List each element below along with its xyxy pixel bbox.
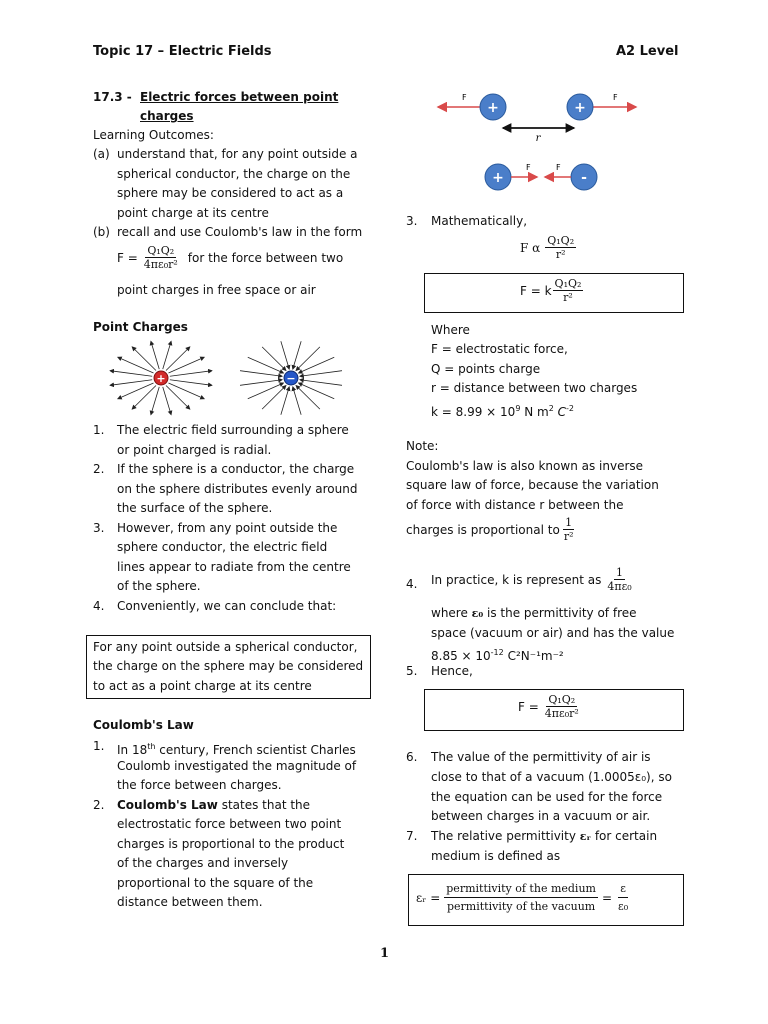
text-part: In practice, k is represent as	[431, 572, 602, 587]
text-part: for certain	[591, 829, 658, 843]
field-line	[132, 347, 156, 371]
prop-fraction	[545, 234, 576, 261]
note-line: square law of force, because the variation	[406, 478, 659, 492]
item4-line3: space (vacuum or air) and has the value	[431, 626, 675, 640]
inverse-square-fraction	[562, 516, 576, 543]
coulomb-law-bold: Coulomb's Law	[117, 798, 218, 812]
full-fraction	[543, 693, 581, 720]
text-part: The relative permittivity	[431, 829, 580, 843]
list-item-line: the surface of the sphere.	[117, 501, 273, 515]
list-item-line: The value of the permittivity of air is	[431, 750, 651, 764]
note-line: Coulomb's law is also known as inverse	[406, 459, 644, 473]
field-line	[240, 371, 282, 377]
where-heading: Where	[431, 323, 470, 337]
k-constant	[431, 399, 574, 422]
negative-charge-symbol: −	[286, 372, 296, 385]
field-line	[170, 380, 212, 386]
field-line	[163, 387, 171, 415]
list-item-line: distance between them.	[117, 895, 263, 909]
field-line	[262, 347, 286, 371]
k-denominator: r²	[563, 291, 573, 304]
list-item-line: lines appear to radiate from the centre	[117, 560, 351, 574]
formula-after-text: for the force between two	[187, 250, 344, 265]
field-line	[281, 387, 289, 415]
field-line	[166, 347, 190, 371]
header-topic: Topic 17 – Electric Fields	[93, 44, 272, 59]
field-line	[293, 387, 301, 415]
force-label: F	[556, 163, 561, 172]
list-number: 4.	[406, 577, 418, 591]
list-number: 5.	[406, 664, 418, 678]
field-line	[168, 383, 204, 399]
prop-label: F α	[520, 240, 541, 255]
list-number: 7.	[406, 829, 418, 843]
fraction-denominator: ε₀	[618, 900, 629, 913]
field-line	[132, 385, 156, 409]
k-numerator: Q₁Q₂	[554, 277, 582, 290]
where-line: Q = points charge	[431, 362, 541, 376]
relative-permittivity-symbol: εᵣ	[579, 830, 592, 843]
field-line	[296, 347, 320, 371]
list-item-line: the force between charges.	[117, 778, 282, 792]
field-line	[118, 383, 154, 399]
field-line	[110, 371, 152, 377]
k-fraction	[553, 277, 584, 304]
fraction-numerator: 1	[565, 516, 573, 529]
list-item-line: between charges in a vacuum or air.	[431, 809, 651, 823]
field-line	[262, 385, 286, 409]
list-number: 6.	[406, 750, 418, 764]
formula-lhs: εᵣ =	[416, 890, 441, 905]
force-label: F	[526, 163, 531, 172]
prop-numerator: Q₁Q₂	[547, 234, 575, 247]
list-item-line: charges is proportional to the product	[117, 837, 345, 851]
text-sup: th	[147, 742, 156, 751]
list-item-line: Conveniently, we can conclude that:	[117, 599, 337, 613]
formula-equals: =	[601, 890, 613, 905]
field-line	[151, 341, 159, 369]
list-item-line: or point charged is radial.	[117, 443, 272, 457]
field-line	[163, 341, 171, 369]
field-line	[300, 380, 342, 386]
field-line	[298, 383, 334, 399]
list-item-line: sphere conductor, the electric field	[117, 540, 328, 554]
outcome-a-line: point charge at its centre	[117, 206, 269, 220]
text-sup: 9	[515, 404, 521, 413]
charge-symbol: +	[487, 100, 499, 116]
field-line	[166, 385, 190, 409]
text-sup: -2	[566, 404, 574, 413]
list-item-line: Coulomb investigated the magnitude of	[117, 759, 357, 773]
fraction-numerator: permittivity of the medium	[444, 880, 598, 898]
fraction-denominator: r²	[563, 530, 574, 543]
field-line	[240, 380, 282, 386]
field-line	[248, 357, 284, 373]
list-item-line: The electric field surrounding a sphere	[117, 423, 349, 437]
epsilon-symbol: ε₀	[471, 607, 484, 620]
text-part: states that the	[217, 798, 311, 812]
charges-force-diagram	[430, 86, 650, 198]
outcome-a-line: sphere may be considered to act as a	[117, 186, 344, 200]
prop-denominator: r²	[555, 248, 566, 261]
formula-F-label: F =	[117, 250, 138, 265]
text-part: C²N⁻¹m⁻²	[503, 649, 564, 663]
list-item-line: the equation can be used for the force	[431, 790, 663, 804]
text-part: century, French scientist Charles	[155, 743, 356, 757]
coulomb-item2-line1	[117, 796, 310, 815]
list-item-line: of the charges and inversely	[117, 856, 289, 870]
medium-vacuum-fraction	[444, 880, 598, 915]
outcome-b-line3: point charges in free space or air	[117, 283, 316, 297]
list-number: 4.	[93, 599, 105, 613]
item4-line1	[431, 566, 634, 593]
fraction-numerator: ε	[618, 880, 628, 898]
conclusion-line: the charge on the sphere may be considered	[93, 659, 364, 673]
fraction-numerator: Q₁Q₂	[548, 693, 576, 706]
fraction-denominator: permittivity of the vacuum	[447, 900, 596, 913]
text-part: where	[431, 606, 472, 620]
text-part: 8.85 × 10	[431, 649, 491, 663]
where-line: r = distance between two charges	[431, 381, 638, 395]
epsilon-fraction	[616, 880, 630, 915]
charge-symbol: +	[492, 170, 504, 186]
text-part: C	[553, 405, 566, 419]
outcome-b-label: (b)	[93, 225, 110, 239]
list-number: 1.	[93, 739, 105, 753]
force-label: F	[613, 93, 618, 102]
outcome-b-line1: recall and use Coulomb's law in the form	[117, 225, 363, 239]
formula-F-label: F =	[518, 699, 539, 714]
note-line: of force with distance r between the	[406, 498, 624, 512]
field-line	[298, 357, 334, 373]
coulomb-heading: Coulomb's Law	[93, 718, 194, 732]
radial-field-diagram	[104, 340, 344, 416]
fraction-denominator: 4πε₀r²	[544, 707, 579, 720]
outcome-a-line: understand that, for any point outside a	[117, 147, 358, 161]
learning-outcomes-heading: Learning Outcomes:	[93, 128, 214, 142]
distance-label: r	[535, 133, 541, 144]
list-item-line: of the sphere.	[117, 579, 201, 593]
field-line	[118, 357, 154, 373]
coulomb-formula-inline	[117, 244, 343, 271]
text-part: N m	[520, 405, 549, 419]
field-line	[248, 383, 284, 399]
list-number: 2.	[93, 462, 105, 476]
formula-denominator: 4πε₀r²	[143, 258, 178, 271]
k-expression-fraction	[605, 566, 633, 593]
field-line	[293, 341, 301, 369]
item3-text: Mathematically,	[431, 214, 528, 228]
charge-symbol: -	[581, 170, 587, 186]
list-number: 2.	[93, 798, 105, 812]
relative-permittivity-formula	[416, 880, 630, 915]
text-part: is the permittivity of free	[483, 606, 637, 620]
outcome-a-line: spherical conductor, the charge on the	[117, 167, 351, 181]
note-last-line	[406, 516, 575, 543]
field-line	[151, 387, 159, 415]
proportionality-formula	[520, 234, 576, 261]
list-item-line: close to that of a vacuum (1.0005ε₀), so	[431, 770, 672, 784]
header-level: A2 Level	[616, 44, 679, 59]
list-number: 3.	[406, 214, 418, 228]
item7-line2: medium is defined as	[431, 849, 561, 863]
field-line	[296, 385, 320, 409]
list-number: 1.	[93, 423, 105, 437]
list-number: 3.	[93, 521, 105, 535]
positive-charge-symbol: +	[156, 372, 166, 385]
conclusion-line: to act as a point charge at its centre	[93, 679, 312, 693]
formula-numerator: Q₁Q₂	[147, 244, 175, 257]
list-item-line: proportional to the square of the	[117, 876, 314, 890]
field-line	[300, 371, 342, 377]
field-line	[168, 357, 204, 373]
item5-text: Hence,	[431, 664, 473, 678]
note-heading: Note:	[406, 439, 439, 453]
field-line	[281, 341, 289, 369]
item7-line1	[431, 827, 657, 846]
page-number: 1	[380, 946, 390, 961]
coulomb-k-formula	[520, 277, 583, 304]
field-line	[110, 380, 152, 386]
list-item-line: electrostatic force between two point	[117, 817, 342, 831]
fraction-denominator: 4πε₀	[607, 580, 632, 593]
force-label: F	[462, 93, 467, 102]
coulomb-full-formula	[518, 693, 581, 720]
fraction-numerator: 1	[616, 566, 624, 579]
text-part: charges is proportional to	[406, 522, 560, 537]
list-item-line: If the sphere is a conductor, the charge	[117, 462, 355, 476]
where-line: F = electrostatic force,	[431, 342, 568, 356]
field-line	[170, 371, 212, 377]
list-item-line: However, from any point outside the	[117, 521, 338, 535]
outcome-a-label: (a)	[93, 147, 110, 161]
text-sup: -12	[490, 648, 504, 657]
text-sup: 2	[548, 404, 554, 413]
text-part: In 18	[117, 743, 148, 757]
formula-F-label: F = k	[520, 283, 552, 298]
list-item-line: on the sphere distributes evenly around	[117, 482, 358, 496]
section-number: 17.3 -	[93, 90, 132, 104]
conclusion-line: For any point outside a spherical conductor,	[93, 640, 358, 654]
formula-fraction	[142, 244, 180, 271]
point-charges-heading: Point Charges	[93, 320, 188, 334]
section-title-line2: charges	[140, 109, 194, 123]
item4-line2	[431, 604, 637, 623]
section-title-line1: Electric forces between point	[140, 90, 339, 104]
text-part: k = 8.99 × 10	[431, 405, 516, 419]
charge-symbol: +	[574, 100, 586, 116]
